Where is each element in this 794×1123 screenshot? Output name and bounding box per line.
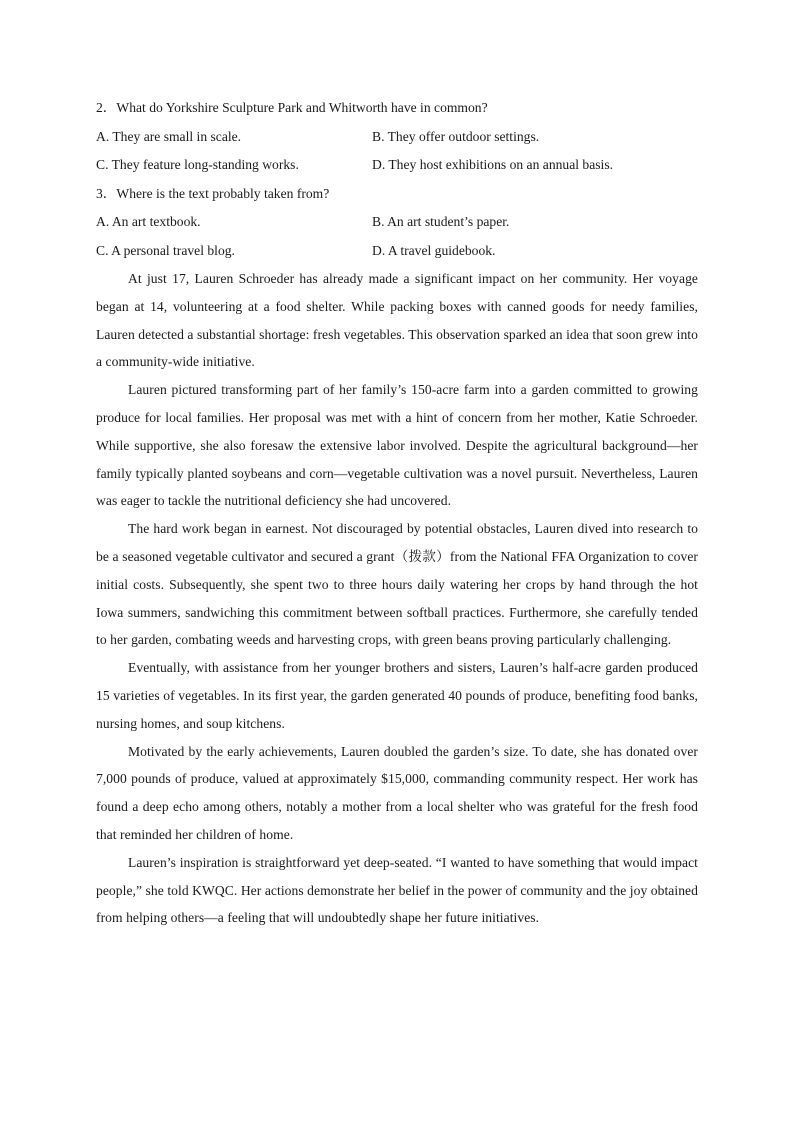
- question-2: [96, 94, 698, 180]
- option-a: A. They are small in scale.: [96, 128, 242, 144]
- passage-paragraph: Eventually, with assistance from her younger brothers and sisters, Lauren’s half-acre garden produced 15 varieties of vegetables. In its first year, the garden generated 40 pounds of produce, benefiting food banks, nursing homes, and soup kitchens.: [96, 660, 698, 731]
- options-row-cd: [96, 237, 698, 266]
- option-c: C. They feature long-standing works.: [96, 157, 299, 172]
- options-row-ab: [96, 208, 698, 237]
- passage-paragraph: Motivated by the early achievements, Lauren doubled the garden’s size. To date, she has donated over 7,000 pounds of produce, valued at approximately $15,000, commanding community respect. Her work has found a deep echo among others, notably a mother from a local shelter who was grateful for the fresh food that reminded her children of home.: [96, 743, 698, 842]
- option-b: B. An art student’s paper.: [372, 214, 510, 229]
- reading-passage: [96, 265, 698, 932]
- question-3: [96, 180, 698, 266]
- passage-paragraph: Lauren pictured transforming part of her family’s 150-acre farm into a garden committed to growing produce for local families. Her proposal was met with a hint of concern from her mother, Katie Schroeder. While supportive, she also foresaw the extensive labor involved. Despite the agricultural background—her family typically planted soybeans and corn—vegetable cultivation was a novel pursuit. Nevertheless, Lauren was eager to tackle the nutritional deficiency she had uncovered.: [96, 382, 698, 509]
- options-row-ab: [96, 123, 698, 152]
- document-page: [96, 94, 698, 932]
- question-stem: 3．Where is the text probably taken from?: [96, 185, 330, 201]
- passage-paragraph: The hard work began in earnest. Not discouraged by potential obstacles, Lauren dived into research to be a seasoned vegetable cultivator and secured a grant（拨款）from the National FFA Organization to cover initial costs. Subsequently, she spent two to three hours daily watering her crops by hand through the hot Iowa summers, sandwiching this commitment between softball practices. Furthermore, she carefully tended to her garden, combating weeds and harvesting crops, with green beans proving particularly challenging.: [96, 521, 698, 648]
- options-row-cd: [96, 151, 698, 180]
- option-d: D. A travel guidebook.: [372, 242, 496, 258]
- option-c: C. A personal travel blog.: [96, 242, 235, 258]
- passage-paragraph: Lauren’s inspiration is straightforward yet deep-seated. “I wanted to have something that would impact people,” she told KWQC. Her actions demonstrate her belief in the power of community and the joy obtained from helping others—a feeling that will undoubtedly shape her future initiatives.: [96, 854, 698, 926]
- passage-paragraph: At just 17, Lauren Schroeder has already made a significant impact on her community. Her voyage began at 14, volunteering at a food shelter. While packing boxes with canned goods for needy families, Lauren detected a substantial shortage: fresh vegetables. This observation sparked an idea that soon grew into a community-wide initiative.: [96, 271, 698, 370]
- option-b: B. They offer outdoor settings.: [372, 128, 540, 144]
- question-stem: 2．What do Yorkshire Sculpture Park and Whitworth have in common?: [96, 100, 488, 115]
- option-a: A. An art textbook.: [96, 214, 201, 229]
- option-d: D. They host exhibitions on an annual basis.: [372, 157, 614, 172]
